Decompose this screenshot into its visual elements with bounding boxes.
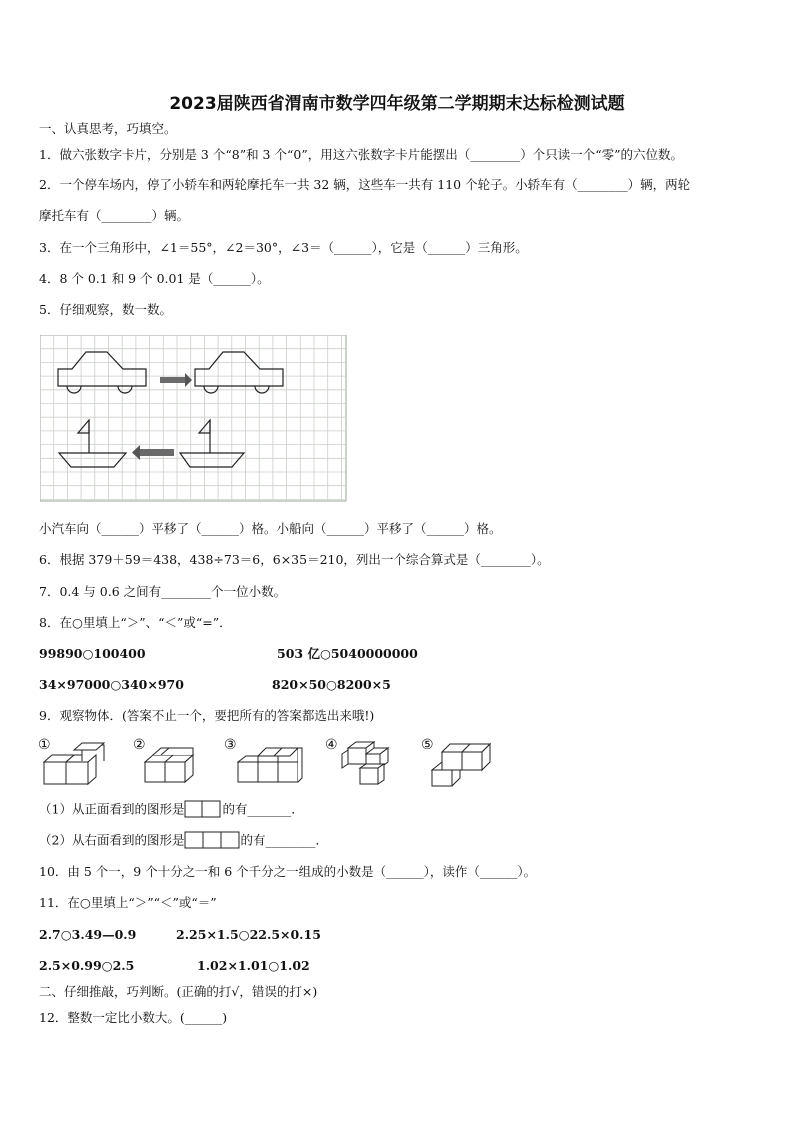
question-8-item-4: 820×50○8200×5 [272, 677, 391, 692]
page-title: 2023届陕西省渭南市数学四年级第二学期期末达标检测试题 [169, 94, 625, 114]
question-9-part-2 [39, 832, 328, 850]
question-2-line-2: 摩托车有（________）辆。 [39, 208, 190, 223]
figure-label-5: ⑤ [421, 737, 434, 753]
question-2-line-1: 2．一个停车场内，停了小轿车和两轮摩托车一共 32 辆，这些车一共有 110 个轮子。小轿车有（________）辆，两轮 [39, 177, 691, 192]
section-1-heading: 一、认真思考，巧填空。 [39, 121, 177, 136]
figure-label-4: ④ [325, 737, 338, 753]
question-8-item-1: 99890○100400 [39, 646, 146, 661]
question-10: 10．由 5 个一，9 个十分之一和 6 个千分之一组成的小数是（______），读作（______）。 [39, 864, 537, 879]
question-9-part-2-prefix: （2）从右面看到的图形是 [39, 832, 185, 848]
figure-label-1: ① [38, 737, 51, 753]
three-square-view-icon [184, 831, 240, 849]
question-9-part-1-prefix: （1）从正面看到的图形是 [39, 801, 185, 817]
cube-stack-icon [236, 744, 304, 786]
question-8-item-3: 34×97000○340×970 [39, 677, 184, 692]
cube-stack-icon [40, 740, 110, 788]
cube-stack-icon [340, 740, 394, 788]
question-6: 6．根据 379＋59＝438，438÷73＝6，6×35＝210，列出一个综合算式是（________）。 [39, 552, 550, 567]
question-4: 4．8 个 0.1 和 9 个 0.01 是（______）。 [39, 271, 270, 286]
question-11-item-1: 2.7○3.49—0.9 [39, 927, 137, 942]
figure-label-2: ② [133, 737, 146, 753]
question-9-part-1-suffix: 的有_______． [222, 801, 304, 817]
question-3: 3．在一个三角形中，∠1＝55°，∠2＝30°，∠3＝（______），它是（______）三角形。 [39, 240, 528, 255]
question-11-item-4: 1.02×1.01○1.02 [197, 958, 310, 973]
question-8-item-2: 503 亿○5040000000 [277, 646, 418, 661]
question-7: 7．0.4 与 0.6 之间有________个一位小数。 [39, 584, 287, 599]
translation-grid-figure [40, 335, 348, 503]
question-11-item-2: 2.25×1.5○22.5×0.15 [176, 927, 321, 942]
cube-stack-icon [143, 744, 199, 786]
question-1: 1．做六张数字卡片，分别是 3 个“8”和 3 个“0”，用这六张数字卡片能摆出（________）个只读一个“零”的六位数。 [39, 147, 684, 162]
question-11: 11．在○里填上“＞”“＜”或“＝” [39, 895, 217, 910]
question-9-part-1 [39, 801, 304, 819]
section-2-heading: 二、仔细推敲，巧判断。(正确的打√，错误的打×) [39, 984, 318, 999]
question-9: 9．观察物体．(答案不止一个，要把所有的答案都选出来哦!) [39, 708, 375, 723]
question-5-answer: 小汽车向（______）平移了（______）格。小船向（______）平移了（______）格。 [39, 521, 502, 536]
figure-label-3: ③ [224, 737, 237, 753]
cube-stack-icon [430, 740, 494, 788]
two-square-view-icon [184, 800, 222, 818]
question-12: 12．整数一定比小数大。(______) [39, 1010, 228, 1025]
question-8: 8．在○里填上“＞”、“＜”或“=”． [39, 615, 232, 630]
question-11-item-3: 2.5×0.99○2.5 [39, 958, 135, 973]
question-5: 5．仔细观察，数一数。 [39, 302, 172, 317]
question-9-part-2-suffix: 的有________． [240, 832, 328, 848]
